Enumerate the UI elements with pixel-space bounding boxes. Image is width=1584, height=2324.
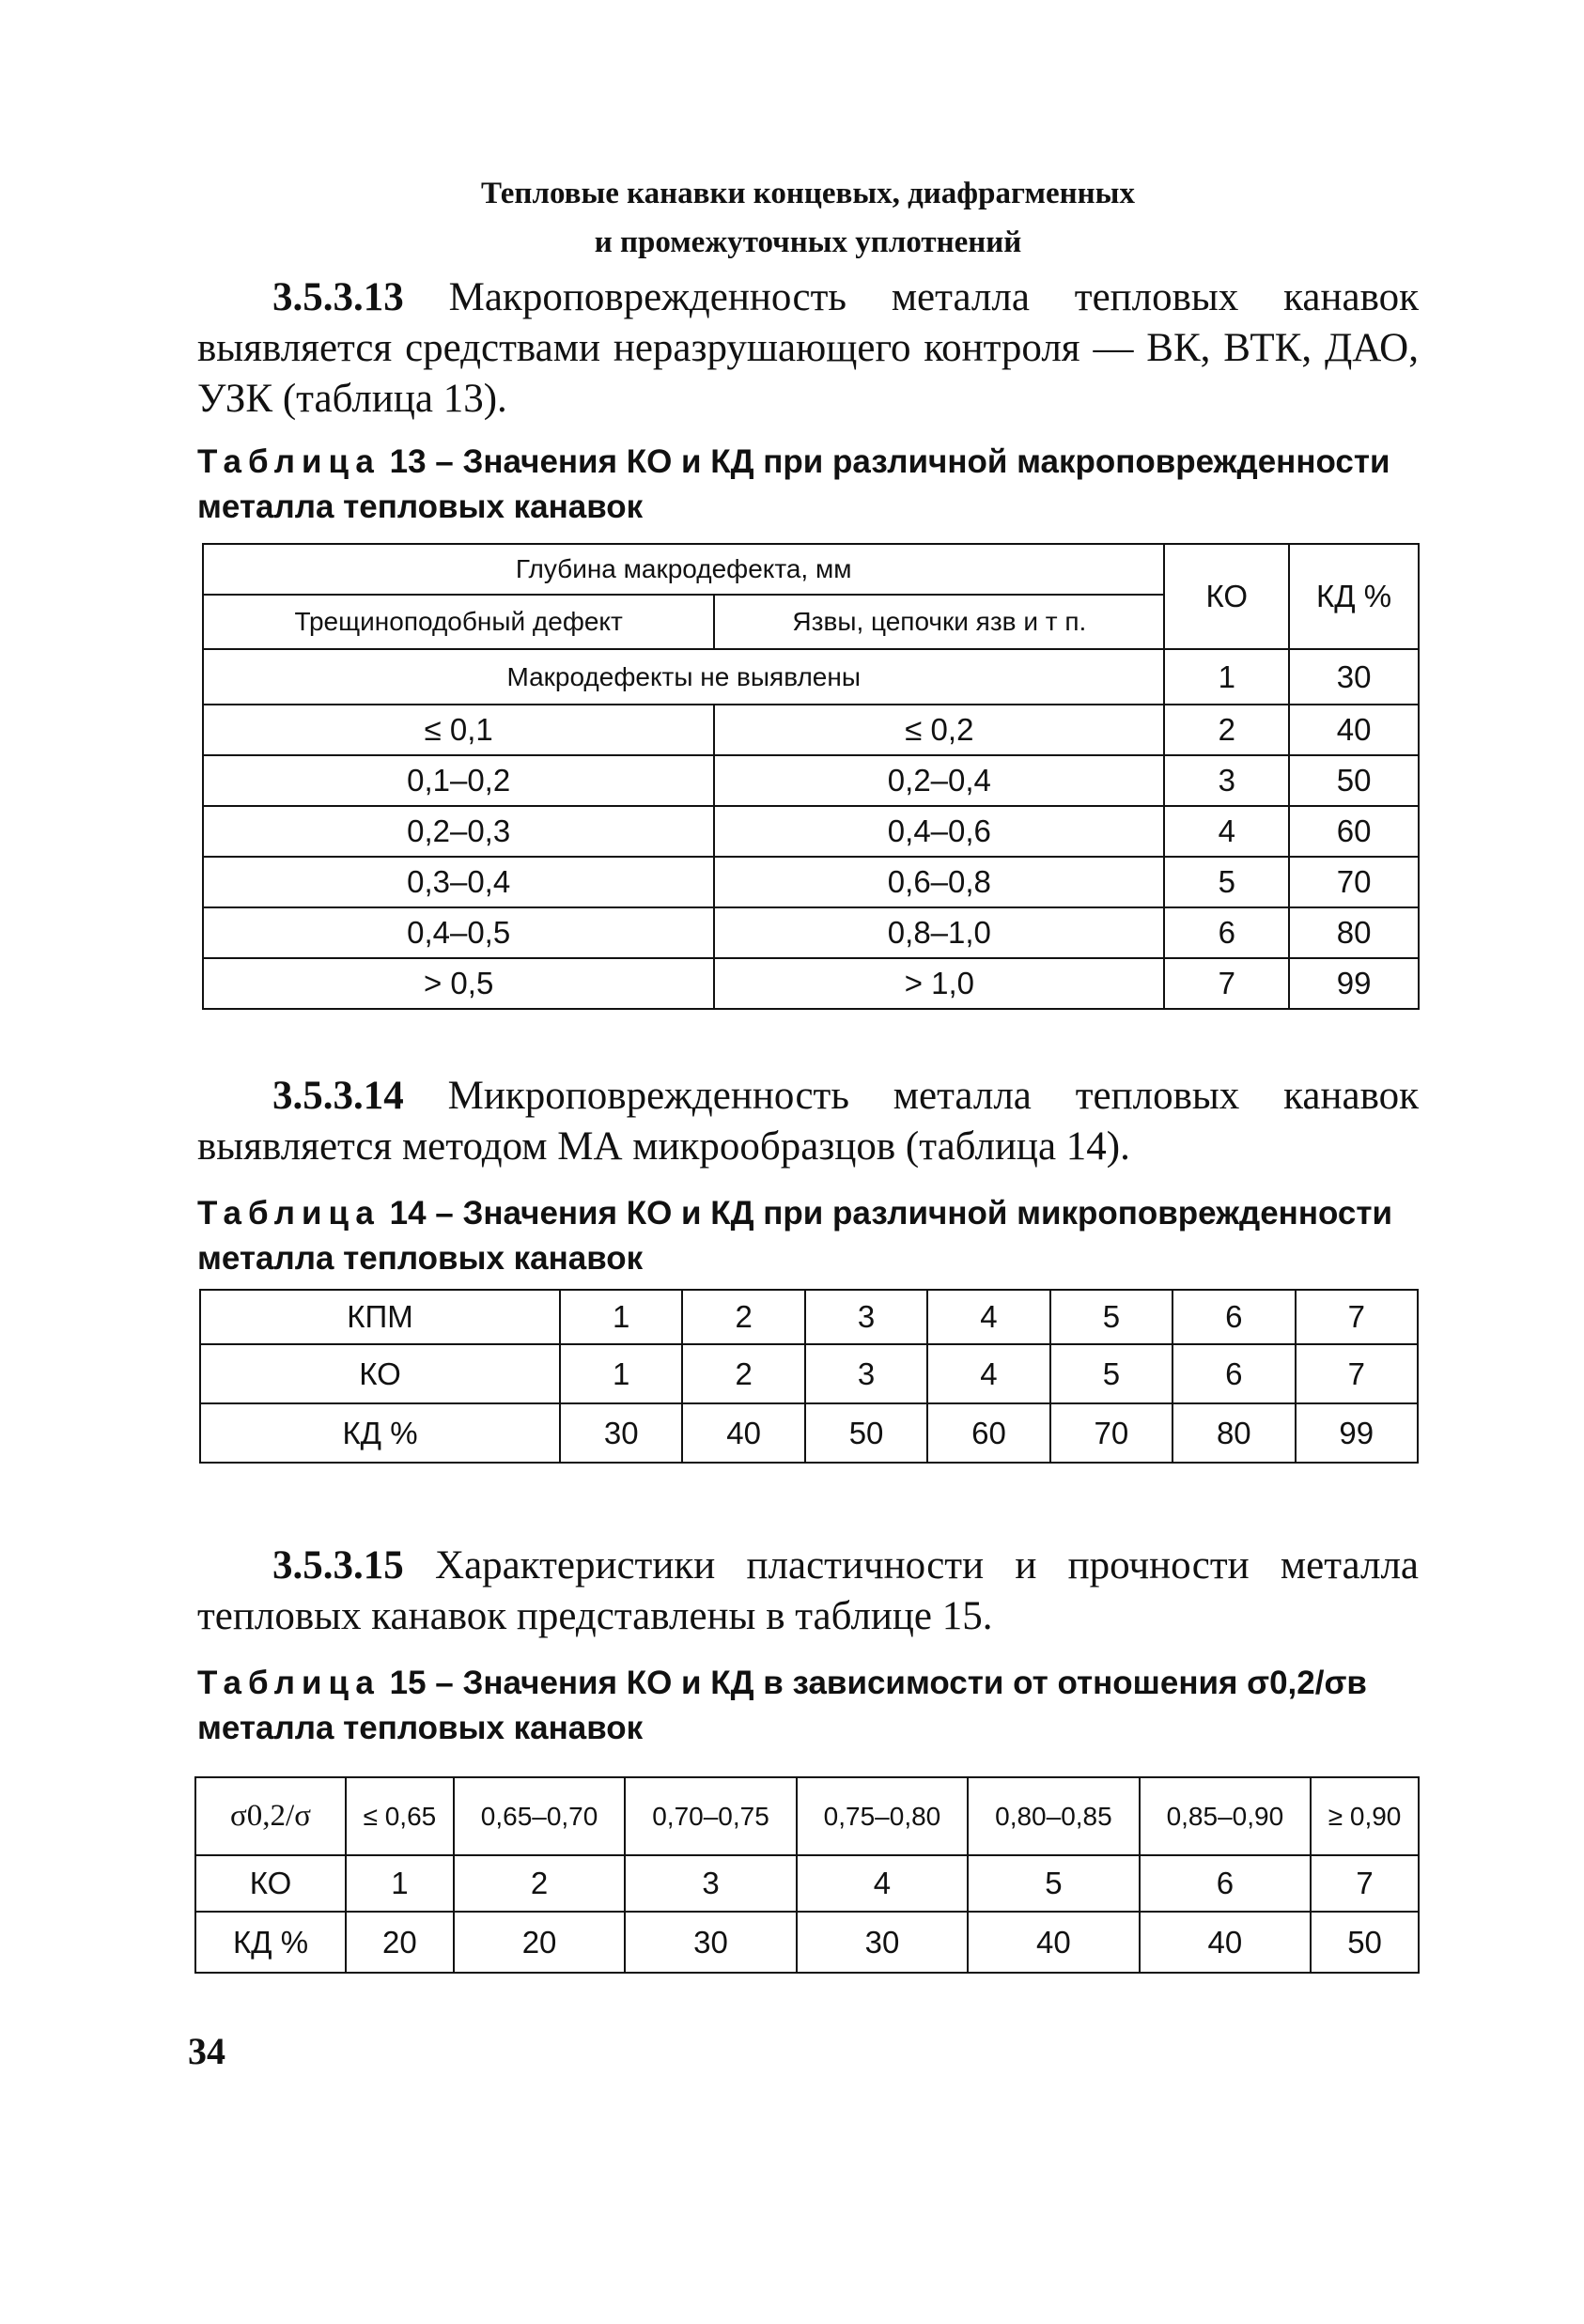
paragraph-number: 3.5.3.14: [272, 1074, 404, 1118]
paragraph-text: Макроповрежденность металла тепловых канавок выявляется средствами неразрушающего контроля — ВК, ВТК, ДАО, УЗК (таблица 13).: [197, 275, 1419, 421]
table-row: [195, 1912, 1419, 1973]
cell: 1: [560, 1344, 682, 1403]
pits-depth: 0,2–0,4: [714, 755, 1164, 806]
cell: 7: [1296, 1344, 1418, 1403]
cell: 5: [1050, 1290, 1172, 1344]
cell: 70: [1050, 1403, 1172, 1463]
cell: 1: [560, 1290, 682, 1344]
pits-depth: 0,8–1,0: [714, 907, 1164, 958]
pits-depth: > 1,0: [714, 958, 1164, 1009]
kd-value: 40: [1289, 705, 1419, 755]
crack-depth: > 0,5: [203, 958, 714, 1009]
header-crack: Трещиноподобный дефект: [203, 595, 714, 649]
caption-text: 13 – Значения КО и КД при различной макроповрежденности металла тепловых канавок: [197, 443, 1390, 525]
cell: 4: [927, 1290, 1049, 1344]
crack-depth: 0,2–0,3: [203, 806, 714, 857]
table-13-caption: [197, 440, 1419, 530]
table-row: [203, 958, 1419, 1009]
table-header-row: [195, 1777, 1419, 1855]
header-pits: Язвы, цепочки язв и т п.: [714, 595, 1164, 649]
header-depth: Глубина макродефекта, мм: [203, 544, 1164, 595]
header-kd: КД %: [1289, 544, 1419, 649]
caption-text: 15 – Значения КО и КД в зависимости от отношения σ0,2/σв металла тепловых канавок: [197, 1665, 1367, 1746]
kd-value: 80: [1289, 907, 1419, 958]
ko-value: 2: [1164, 705, 1289, 755]
cell: 6: [1172, 1344, 1295, 1403]
table-14-caption: [197, 1191, 1419, 1281]
cell: 40: [1140, 1912, 1311, 1973]
section-heading-line1: Тепловые канавки концевых, диафрагменных: [481, 177, 1135, 210]
kd-value: 70: [1289, 857, 1419, 907]
crack-depth: 0,4–0,5: [203, 907, 714, 958]
ko-value: 6: [1164, 907, 1289, 958]
ko-value: 3: [1164, 755, 1289, 806]
table-row: [203, 755, 1419, 806]
cell: 6: [1140, 1855, 1311, 1912]
no-defects-kd: 30: [1289, 649, 1419, 705]
cell: 4: [927, 1344, 1049, 1403]
ratio-range: ≤ 0,65: [346, 1777, 454, 1855]
paragraph-text: Характеристики пластичности и прочности металла тепловых канавок представлены в таблице 15.: [197, 1543, 1419, 1638]
paragraph-3-5-3-15: [197, 1541, 1419, 1642]
table-row: [195, 1855, 1419, 1912]
table-row: [203, 857, 1419, 907]
table-15: [194, 1776, 1420, 1974]
ratio-range: 0,65–0,70: [454, 1777, 625, 1855]
section-heading-line2: и промежуточных уплотнений: [594, 225, 1022, 259]
paragraph-3-5-3-13: [197, 272, 1419, 425]
ratio-header: σ0,2/σ: [195, 1777, 346, 1855]
cell: 99: [1296, 1403, 1418, 1463]
no-defects-label: Макродефекты не выявлены: [203, 649, 1164, 705]
crack-depth: 0,3–0,4: [203, 857, 714, 907]
cell: 6: [1172, 1290, 1295, 1344]
kd-value: 50: [1289, 755, 1419, 806]
table-row: [203, 705, 1419, 755]
caption-word: Таблица: [197, 1665, 380, 1701]
cell: 1: [346, 1855, 454, 1912]
cell: 20: [454, 1912, 625, 1973]
row-label: КПМ: [200, 1290, 560, 1344]
row-label: КД %: [195, 1912, 346, 1973]
caption-text: 14 – Значения КО и КД при различной микроповрежденности металла тепловых канавок: [197, 1195, 1393, 1277]
cell: 40: [682, 1403, 804, 1463]
page-number: 34: [188, 2030, 225, 2072]
crack-depth: ≤ 0,1: [203, 705, 714, 755]
kd-value: 99: [1289, 958, 1419, 1009]
ko-value: 4: [1164, 806, 1289, 857]
cell: 30: [625, 1912, 796, 1973]
paragraph-number: 3.5.3.13: [272, 275, 404, 319]
table-15-caption: [197, 1661, 1419, 1751]
table-row: [200, 1344, 1418, 1403]
pits-depth: 0,4–0,6: [714, 806, 1164, 857]
ratio-range: ≥ 0,90: [1311, 1777, 1419, 1855]
cell: 2: [682, 1344, 804, 1403]
table-row: [203, 907, 1419, 958]
pits-depth: ≤ 0,2: [714, 705, 1164, 755]
cell: 50: [805, 1403, 927, 1463]
cell: 60: [927, 1403, 1049, 1463]
crack-depth: 0,1–0,2: [203, 755, 714, 806]
paragraph-3-5-3-14: [197, 1071, 1419, 1172]
cell: 3: [625, 1855, 796, 1912]
cell: 3: [805, 1290, 927, 1344]
row-label: КД %: [200, 1403, 560, 1463]
table-row: [203, 806, 1419, 857]
cell: 5: [1050, 1344, 1172, 1403]
cell: 3: [805, 1344, 927, 1403]
no-defects-ko: 1: [1164, 649, 1289, 705]
ratio-range: 0,75–0,80: [797, 1777, 968, 1855]
cell: 7: [1296, 1290, 1418, 1344]
ko-value: 5: [1164, 857, 1289, 907]
cell: 5: [968, 1855, 1139, 1912]
caption-word: Таблица: [197, 1195, 380, 1232]
kd-value: 60: [1289, 806, 1419, 857]
paragraph-text: Микроповрежденность металла тепловых канавок выявляется методом МА микрообразцов (таблица 14).: [197, 1074, 1420, 1169]
ratio-range: 0,80–0,85: [968, 1777, 1139, 1855]
ko-value: 7: [1164, 958, 1289, 1009]
cell: 4: [797, 1855, 968, 1912]
cell: 20: [346, 1912, 454, 1973]
pits-depth: 0,6–0,8: [714, 857, 1164, 907]
table-row: [200, 1290, 1418, 1344]
table-14: [199, 1289, 1419, 1464]
ratio-range: 0,85–0,90: [1140, 1777, 1311, 1855]
table-13: [202, 543, 1420, 1010]
header-ko: КО: [1164, 544, 1289, 649]
section-heading: [197, 169, 1419, 267]
paragraph-number: 3.5.3.15: [272, 1543, 404, 1588]
cell: 2: [454, 1855, 625, 1912]
row-label: КО: [200, 1344, 560, 1403]
cell: 7: [1311, 1855, 1419, 1912]
cell: 40: [968, 1912, 1139, 1973]
ratio-range: 0,70–0,75: [625, 1777, 796, 1855]
cell: 30: [797, 1912, 968, 1973]
cell: 30: [560, 1403, 682, 1463]
table-row: [200, 1403, 1418, 1463]
row-label: КО: [195, 1855, 346, 1912]
cell: 80: [1172, 1403, 1295, 1463]
cell: 2: [682, 1290, 804, 1344]
caption-word: Таблица: [197, 443, 380, 480]
cell: 50: [1311, 1912, 1419, 1973]
